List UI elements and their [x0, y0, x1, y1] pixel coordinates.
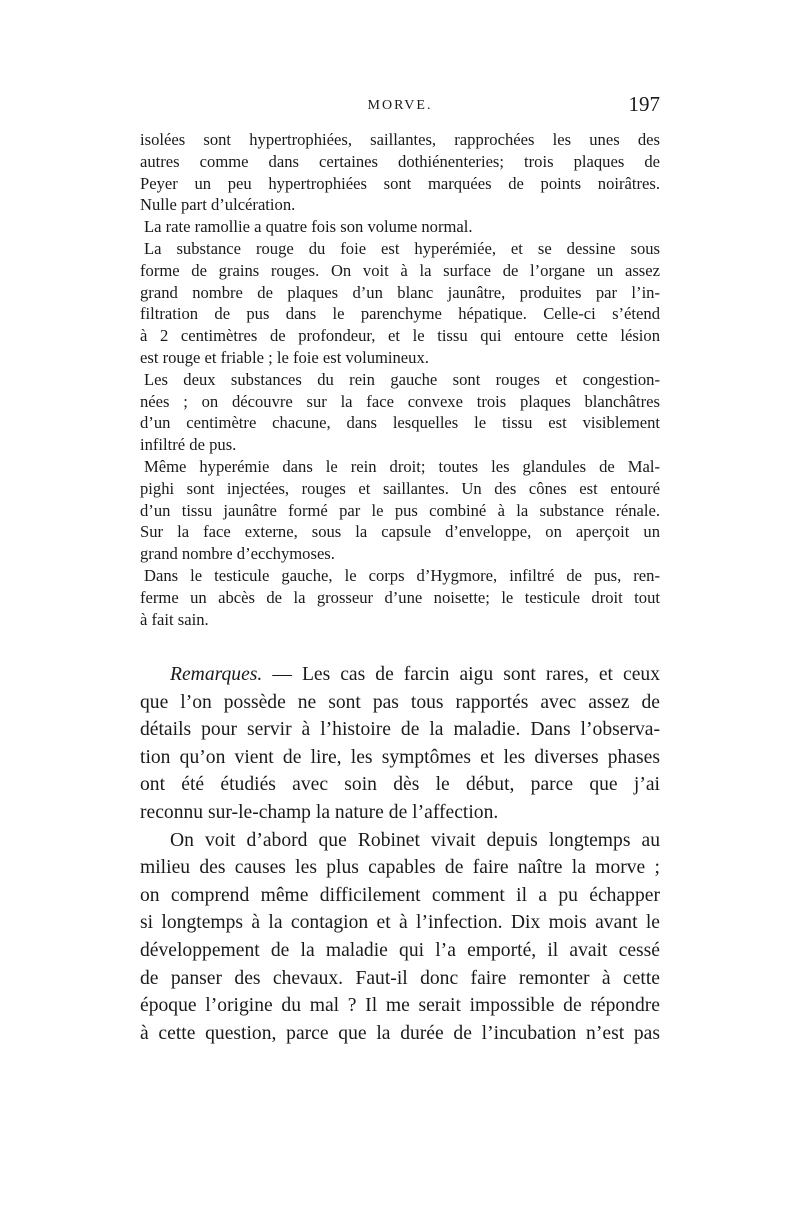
autopsy-notes — [140, 129, 660, 630]
text-line: isolées sont hypertrophiées, saillantes, rapprochées les unes des — [140, 130, 660, 149]
text-line: Peyer un peu hypertrophiées sont marquées de points noirâtres. — [140, 173, 660, 193]
text-line: grand nombre de plaques d’un blanc jaunâtre, produites par l’in- — [140, 282, 660, 302]
paragraph-right-kidney — [140, 456, 660, 565]
text-line: détails pour servir à l’histoire de la maladie. Dans l’observa- — [140, 719, 660, 741]
text-line: que l’on possède ne sont pas tous rapportés avec assez de — [140, 691, 660, 713]
page-number: 197 — [628, 92, 660, 116]
text-line — [140, 661, 660, 689]
text-line: infiltré de pus. — [140, 435, 237, 455]
paragraph-spleen — [140, 216, 660, 238]
text-line: ont été étudiés avec soin dès le début, parce que j’ai — [140, 774, 660, 796]
text-line: d’un tissu jaunâtre formé par le pus combiné à la substance rénale. — [140, 500, 660, 520]
paragraph-left-kidney — [140, 369, 660, 456]
text-line: ferme un abcès de la grosseur d’une noisette; le testicule droit tout — [140, 587, 660, 607]
text-line: est rouge et friable ; le foie est volumineux. — [140, 347, 429, 367]
text-line: On voit d’abord que Robinet vivait depuis longtemps au — [170, 829, 660, 851]
text-line: grand nombre d’ecchymoses. — [140, 544, 335, 564]
text-line: Les deux substances du rein gauche sont rouges et congestion- — [144, 369, 660, 389]
text-line: filtration de pus dans le parenchyme hépatique. Celle-ci s’étend — [140, 304, 660, 324]
running-head — [140, 92, 660, 120]
text-line: à fait sain. — [140, 609, 209, 629]
paragraph-liver — [140, 238, 660, 369]
remarks-section — [140, 661, 660, 1047]
text-run: — Les cas de farcin aigu sont rares, et ceux — [262, 664, 660, 685]
text-line: si longtemps à la contagion et à l’infection. Dix mois avant le — [140, 912, 660, 934]
text-line: Même hyperémie dans le rein droit; toutes les glandules de Mal- — [144, 456, 660, 476]
text-line: de panser des chevaux. Faut-il donc faire remonter à cette — [140, 967, 660, 989]
paragraph-robinet — [140, 827, 660, 1048]
text-line: reconnu sur-le-champ la nature de l’affection. — [140, 801, 499, 823]
text-line: La rate ramollie a quatre fois son volume normal. — [144, 217, 473, 237]
text-line: époque l’origine du mal ? Il me serait impossible de répondre — [140, 995, 660, 1017]
text-line: La substance rouge du foie est hyperémiée, et se dessine sous — [144, 238, 660, 258]
text-line: pighi sont injectées, rouges et saillantes. Un des cônes est entouré — [140, 478, 660, 498]
text-line: autres comme dans certaines dothiénenteries; trois plaques de — [140, 151, 660, 171]
paragraph-intestines — [140, 129, 660, 216]
remarques-heading: Remarques. — [170, 664, 263, 685]
text-line: tion qu’on vient de lire, les symptômes et les diverses phases — [140, 746, 660, 768]
text-line: d’un centimètre chacune, dans lesquelles le tissu est visiblement — [140, 413, 660, 433]
text-line: à 2 centimètres de profondeur, et le tissu qui entoure cette lésion — [140, 326, 660, 346]
running-title: MORVE. — [367, 98, 433, 113]
paragraph-remarques — [140, 661, 660, 827]
text-line: Sur la face externe, sous la capsule d’enveloppe, on aperçoit un — [140, 522, 660, 542]
text-line: on comprend même difficilement comment il a pu échapper — [140, 884, 660, 906]
text-line: à cette question, parce que la durée de l’incubation n’est pas — [140, 1022, 660, 1044]
text-line: nées ; on découvre sur la face convexe trois plaques blanchâtres — [140, 391, 660, 411]
text-line: Dans le testicule gauche, le corps d’Hygmore, infiltré de pus, ren- — [144, 565, 660, 585]
text-line: milieu des causes les plus capables de faire naître la morve ; — [140, 857, 660, 879]
text-line: développement de la maladie qui l’a emporté, il avait cessé — [140, 939, 660, 961]
text-line: forme de grains rouges. On voit à la surface de l’organe un assez — [140, 260, 660, 280]
paragraph-testicles — [140, 565, 660, 630]
text-line: Nulle part d’ulcération. — [140, 195, 296, 215]
